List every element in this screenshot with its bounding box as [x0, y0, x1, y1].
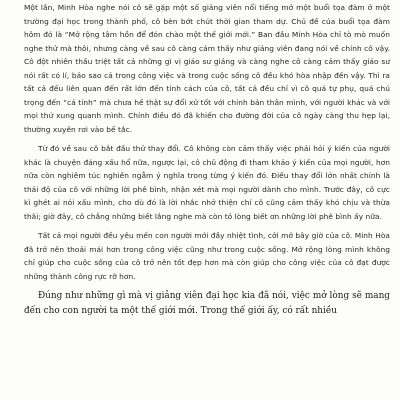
paragraph: Tất cả mọi người đều yêu mến con người mới đầy nhiệt tình, cởi mở bây giờ của cô. Minh Hòa đã trở nên thoải mái hơn trong công việc cũng như trong cuộc sống. Mở rộng lòng mình không chỉ giúp cho cuộc sống của cô trở nên tốt đẹp hơn mà còn giúp cho công việc của cô đạt được những thành công rực rỡ hơn. — [24, 231, 390, 281]
paragraph: Đúng như những gì mà vị giảng viên đại học kia đã nói, việc mở lòng sẽ mang đến cho con người ta một thế giới mới. Trong thế giới ấy, có rất nhiều — [24, 291, 390, 316]
document-body — [24, 1, 390, 319]
paragraph: Một lần, Minh Hòa nghe nói cô sẽ gặp một số giảng viên nổi tiếng mở một buổi tọa đàm ở một trường đại học trong thành phố, cô bèn bớt chút thời gian tham dự. Chủ đề của buổi tọa đàm hôm đó là “Mở rộng tâm hồn để đón chào một thế giới mới.” Ban đầu Minh Hòa chỉ tò mò muốn nghe thử mà thôi, nhưng càng về sau cô càng cảm thấy như giảng viên đang nói về chính cô vậy. Cô đột nhiên thấu triệt tất cả những gì vị giáo sư giảng và càng nghe cô càng cảm thấy giáo sư nói rất có lí, bảo sao cả trong công việc và trong cuộc sống cô đều khó hòa nhập đến vậy. Thì ra tất cả đều liên quan đến rất lớn đến tính cách của cô, tất cả đều chỉ vì cô quá tự phụ, quá chú trọng đến “cá tính” mà chưa hề thật sự đổi xử tốt với chính bản thân mình, với người khác và với mọi thứ xung quanh mình. Chính điều đó đã khiến cho đường đời của cô ngày càng thu hẹp lại, thường xuyên rơi vào bế tắc. — [24, 3, 390, 134]
paragraph: Từ đó về sau cô bắt đầu thử thay đổi. Cô không còn cảm thấy việc phải hỏi ý kiến của người khác là chuyện đáng xấu hổ nữa, ngược lại, cô chủ động đi tham khảo ý kiến của mọi người, hơn nữa còn nghiêm túc nghiền ngẫm ý nghĩa trong từng ý kiến đó. Điều thay đổi lớn nhất chính là thái độ của cô với những lời phê bình, nhận xét mà mọi người dành cho mình. Trước đây, cô cực kì ghét ai nói xấu mình, cho dù đó là lời nhắc nhở thiện chí cô cũng cảm thấy khó chịu và thừa thãi; giờ đây, cô chẳng những biết lắng nghe mà còn tỏ lòng biết ơn những lời phê bình ấy nữa. — [24, 144, 390, 221]
